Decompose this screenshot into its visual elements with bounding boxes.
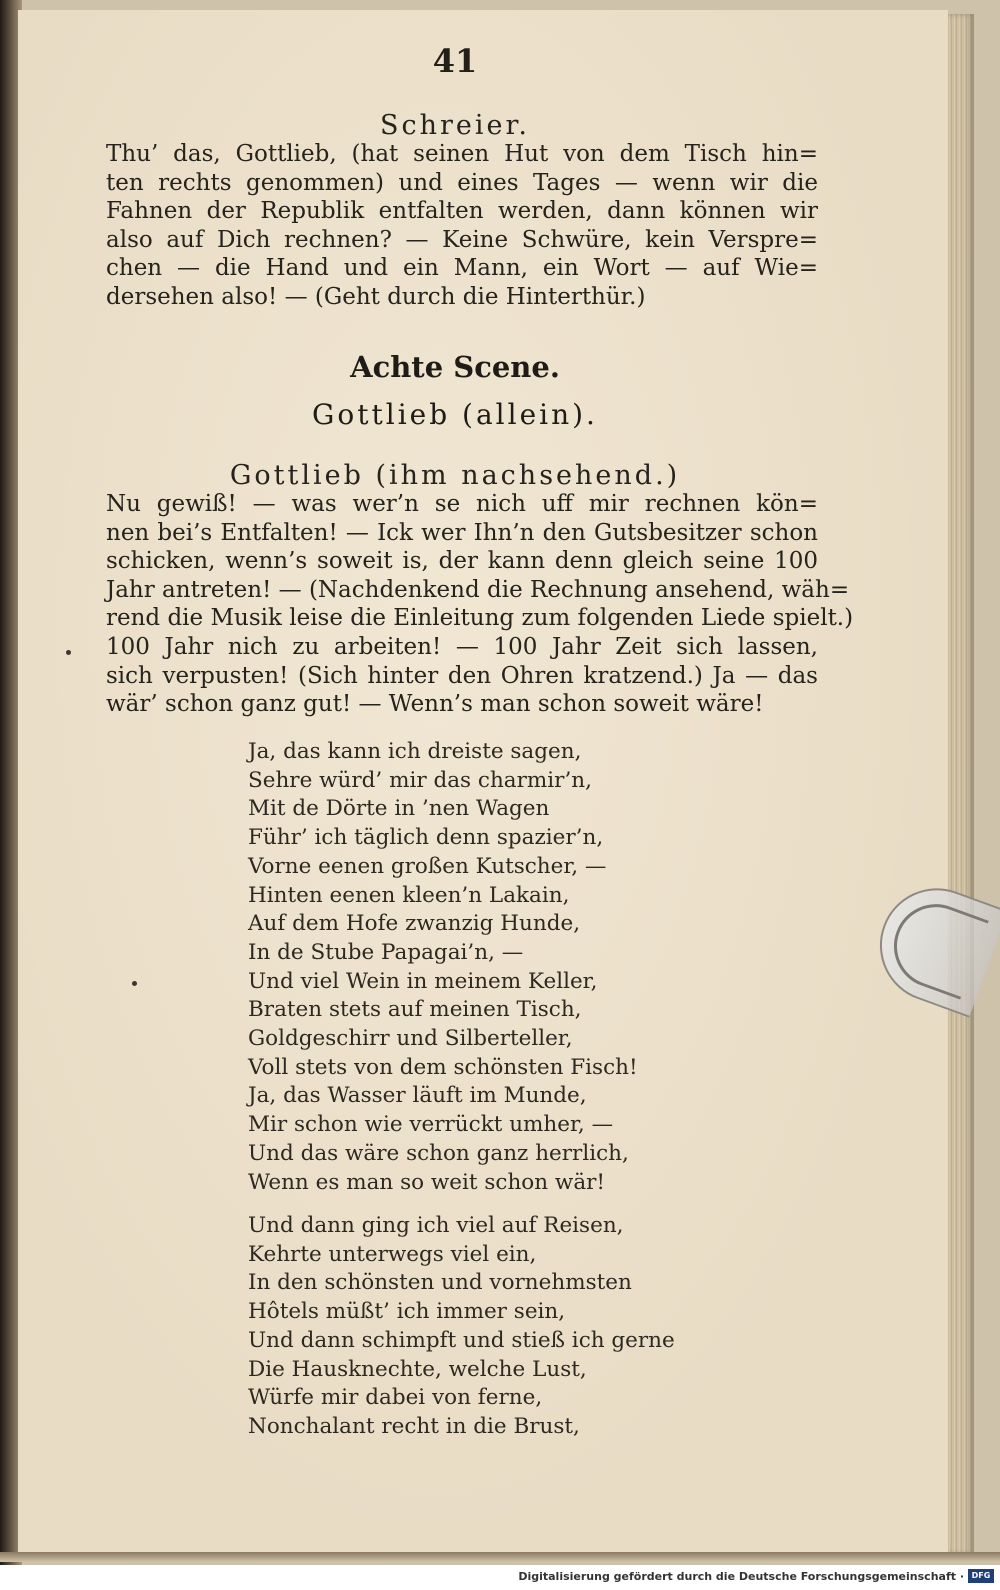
- verse-line: Wenn es man so weit schon wär!: [248, 1169, 606, 1195]
- text-line: wär’ schon ganz gut! — Wenn’s man schon soweit wäre!: [106, 691, 764, 718]
- verse-line: Vorne eenen großen Kutscher, —: [248, 853, 607, 879]
- song-stanza-2: [248, 1212, 808, 1442]
- verse-line: Ja, das kann ich dreiste sagen,: [248, 739, 582, 764]
- song-stanza-1: [248, 738, 808, 1197]
- verse-line: Und das wäre schon ganz herrlich,: [248, 1140, 629, 1166]
- verse-line: Würfe mir dabei von ferne,: [248, 1385, 543, 1411]
- page-edges: [948, 14, 974, 1554]
- speech-schreier: [106, 140, 818, 312]
- verse-line: Mit de Dörte in ’nen Wagen: [248, 796, 550, 822]
- verse-line: In de Stube Papagai’n, —: [248, 939, 524, 965]
- verse-line: Und dann schimpft und stieß ich gerne: [248, 1327, 675, 1353]
- text-line: Jahr antreten! — (Nachdenkend die Rechnung ansehend, wäh=: [106, 576, 850, 603]
- text-line: nen bei’s Entfalten! — Ick wer Ihn’n den Gutsbesitzer schon: [106, 519, 818, 546]
- ink-speck: [66, 650, 71, 655]
- verse-line: Kehrte unterwegs viel ein,: [248, 1241, 537, 1267]
- speaker-gottlieb: Gottlieb (ihm nachsehend.): [229, 460, 681, 491]
- verse-line: Mir schon wie verrückt umher, —: [248, 1112, 614, 1138]
- verse-line: Auf dem Hofe zwanzig Hunde,: [248, 911, 581, 937]
- verse-line: Und viel Wein in meinem Keller,: [248, 968, 598, 994]
- text-line: Thu’ das, Gottlieb, (hat seinen Hut von dem Tisch hin=: [106, 141, 818, 167]
- text-line: 100 Jahr nich zu arbeiten! — 100 Jahr Zeit sich lassen,: [106, 633, 818, 660]
- text-line: ten rechts genommen) und eines Tages — wenn wir die: [106, 169, 818, 196]
- scene-heading: Achte Scene.: [350, 350, 560, 384]
- scene-persons: Gottlieb (allein).: [312, 398, 598, 431]
- bottom-shadow: [0, 1552, 1000, 1562]
- page-number: 41: [432, 42, 478, 80]
- verse-line: Und dann ging ich viel auf Reisen,: [248, 1213, 624, 1238]
- verse-line: In den schönsten und vornehmsten: [248, 1270, 632, 1296]
- text-line: dersehen also! — (Geht durch die Hinterthür.): [106, 283, 646, 310]
- speaker-schreier: Schreier.: [379, 110, 531, 141]
- text-line: Nu gewiß! — was wer’n se nich uff mir rechnen kön=: [106, 491, 818, 517]
- speech-gottlieb: [106, 490, 854, 719]
- verse-line: Sehre würd’ mir das charmir’n,: [248, 767, 592, 793]
- text-line: Fahnen der Republik entfalten werden, dann können wir: [106, 198, 818, 225]
- verse-line: Braten stets auf meinen Tisch,: [248, 997, 582, 1023]
- footer-credit: Digitalisierung gefördert durch die Deutsche Forschungsgemeinschaft ·: [518, 1570, 964, 1583]
- verse-line: Hôtels müßt’ ich immer sein,: [248, 1299, 566, 1325]
- dfg-logo: DFG: [968, 1569, 994, 1583]
- verse-line: Ja, das Wasser läuft im Munde,: [248, 1083, 587, 1109]
- ink-speck: [132, 981, 137, 986]
- text-line: schicken, wenn’s soweit is, der kann denn gleich seine 100: [106, 548, 818, 575]
- verse-line: Nonchalant recht in die Brust,: [248, 1413, 580, 1439]
- verse-line: Hinten eenen kleen’n Lakain,: [248, 882, 570, 908]
- text-line: sich verpusten! (Sich hinter den Ohren kratzend.) Ja — das: [106, 662, 818, 689]
- text-line: rend die Musik leise die Einleitung zum folgenden Liede spielt.): [106, 605, 854, 632]
- text-line: chen — die Hand und ein Mann, ein Wort — auf Wie=: [106, 255, 818, 282]
- verse-line: Voll stets von dem schönsten Fisch!: [248, 1054, 638, 1080]
- text-line: also auf Dich rechnen? — Keine Schwüre, kein Verspre=: [106, 226, 818, 253]
- verse-line: Führ’ ich täglich denn spazier’n,: [248, 825, 604, 851]
- verse-line: Die Hausknechte, welche Lust,: [248, 1356, 587, 1382]
- verse-line: Goldgeschirr und Silberteller,: [248, 1026, 573, 1052]
